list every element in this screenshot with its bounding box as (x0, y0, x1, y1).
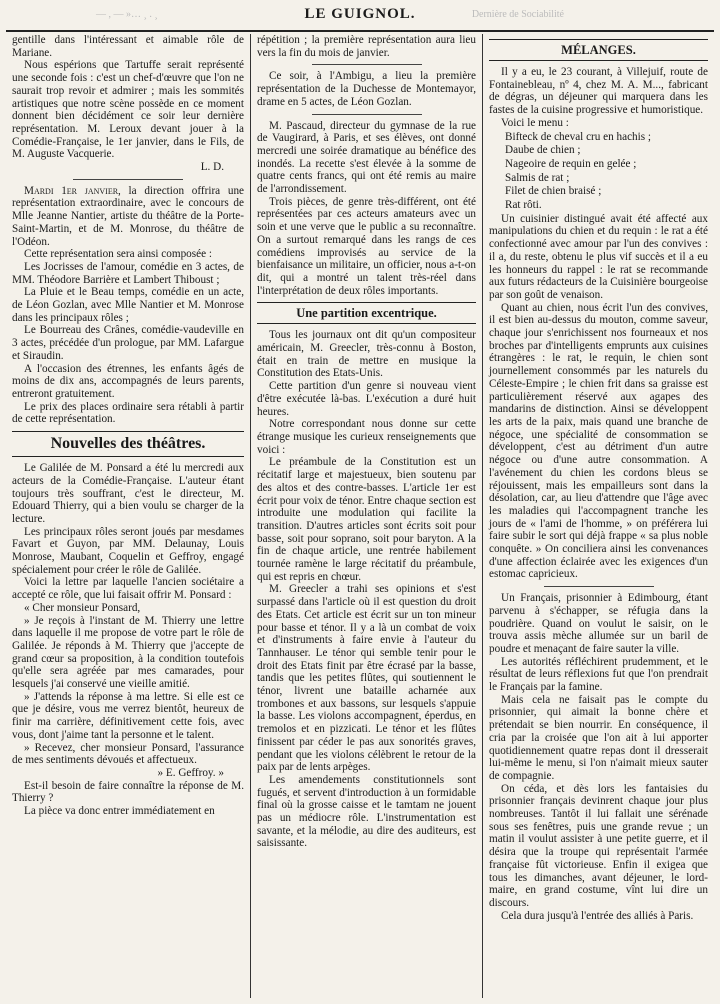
paragraph: Les Jocrisses de l'amour, comédie en 3 actes, de MM. Théodore Barrière et Lambert Thiboust ; (12, 260, 244, 286)
paragraph: Cela dura jusqu'à l'entrée des alliés à Paris. (501, 909, 694, 922)
paragraph: On céda, et dès lors les fantaisies du prisonnier français devinrent chaque jour plus nombreuses. Tantôt il lui fallait une sérénade sous ses fenêtres, puis une grande revue ; un matin il voulut assister à une petite guerre, et il désira que la troupe qui représentait l'armée française fût victorieuse. Enfin il exigea que tous les dimanches, avant déjeuner, le lord-maire, en grand costume, vînt lui dire un discours. (489, 782, 708, 909)
section-heading-melanges: MÉLANGES. (489, 39, 708, 61)
paragraph: Les autorités réfléchirent prudemment, et le résultat de leurs réflexions fut que l'on prendrait le Français par la famine. (489, 655, 708, 694)
paragraph: Les principaux rôles seront joués par mesdames Favart et Guyon, par MM. Delaunay, Louis Monrose, Maubant, Coquelin et Geffroy, engagé spécialement pour créer le rôle de Galilée. (12, 525, 244, 576)
paragraph: Un Français, prisonnier à Edimbourg, étant parvenu à s'échapper, se réfugia dans la poudrière. Quand on voulut le saisir, on le trouva assis mèche allumée sur un baril de poudre et menaçant de faire sauter la ville. (489, 592, 708, 655)
paragraph: Voici la lettre par laquelle l'ancien sociétaire a accepté ce rôle, que lui faisait offrir M. Ponsard : (12, 576, 244, 602)
masthead-left-ghost: — , — »… ¸ . ¸ (96, 9, 158, 20)
paragraph: Il y a eu, le 23 courant, à Villejuif, route de Fontainebleau, nº 4, chez M. A. M..., fabricant de dégras, un déjeuner qui marquera dans les fastes de la cuisine progressive et humoristique. (489, 66, 708, 117)
paragraph-text: la direction offrira une représentation extraordinaire, avec le concours de Mlle Jeanne Nantier, artiste du théâtre de la Porte-Saint-Martin, et de M. Monrose, du théâtre de l'Odéon. (12, 184, 244, 248)
paragraph: La Pluie et le Beau temps, comédie en un acte, de Léon Gozlan, avec Mlle Nantier et M. Monrose dans les principaux rôles ; (12, 286, 244, 324)
paragraph: Le préambule de la Constitution est un récitatif large et majestueux, bien soutenu par des altos et des contre-basses. L'article 1er est écrit pour voix de ténor. Entre chaque section est introduite une modulation qui facilite la transition. D'autres articles sont écrits soit pour basse, soit pour soprano, soit pour baryton. A la fin de chaque article, une rentrée habilement tournée ramène le large récitatif du préambule, qui est repris en chœur. (257, 456, 476, 583)
paragraph: Le prix des places ordinaire sera rétabli à partir de cette représentation. (12, 400, 244, 426)
section-heading-theatre-news: Nouvelles des théâtres. (12, 431, 244, 457)
paragraph: » Je reçois à l'instant de M. Thierry une lettre dans laquelle il me propose de votre part le rôle de Galilée. Je réponds à M. Thierry que j'accepte de grand cœur sa proposition, à la condition toutefois qu'elle sera agréée par mes camarades, pour lesquels j'ai conservé une vieille amitié. (12, 614, 244, 691)
paragraph: Le Bourreau des Crânes, comédie-vaudeville en 3 actes, précédée d'un prologue, par MM. Lafargue et Siraudin. (12, 324, 244, 362)
paragraph: Cette représentation sera ainsi composée : (24, 248, 212, 261)
paragraph: Quant au chien, nous écrit l'un des convives, il est bien au-dessus du mouton, comme saveur, chaque jour s'enrichissent nos fourneaux et nos broches par d'intelligents emprunts aux cuisines étrangères : le rat, le requin, le chien sont journellement consommés par les naturels du Céleste-Empire ; le chien frit dans sa graisse est particulièrement réservé aux agapes des mandarins de distinction. Ainsi se développent les arts de la paix, mais quand une branche de négoce, une spécialité de consommation se développent, c'est au détriment d'un autre négoce ou d'une autre consommation. A l'avénement du chien les cordons bleus se réjouissent, mais les empailleurs sont dans la désolation, car, au lieu d'attendre que l'âge avec les maladies qui l'accompagnent tranche les jours de « l'ami de l'homme, » on préférera lui faire subir le sort qui déjà frappe « sa plus noble conquête. » On conciliera ainsi les convenances d'une affection éclairée avec les exigences d'un estomac capricieux. (489, 301, 708, 581)
column-right (482, 34, 714, 998)
signature: L. D. (200, 161, 224, 174)
paragraph: répétition ; la première représentation aura lieu vers la fin du mois de janvier. (257, 34, 476, 59)
paragraph: « Cher monsieur Ponsard, (24, 601, 141, 614)
menu-item: Nageoire de requin en gelée ; (505, 157, 637, 170)
menu-item: Bifteck de cheval cru en hachis ; (505, 130, 651, 143)
paragraph: » J'attends la réponse à ma lettre. Si elle est ce que je désire, vous me verrez bientôt, heureux de finir ma carrière, définitivement cette fois, avec vous, dont j'aime tant la personne et le talent. (12, 690, 244, 741)
separator (312, 64, 422, 65)
paragraph: M. Greecler a trahi ses opinions et s'est surpassé dans l'article où il est question du droit des Etats. Cet article est écrit sur un ton mineur pour basse et ténor. Il y a là un combat de voix et d'instruments à faire envie à l'auteur du Tannhauser. Le ténor qui semble tenir pour le droit des Etats finit par être écrasé par la basse, tandis que les petites flûtes, qui soutiennent le ténor, livrent une bataille acharnée aux trombones et aux bassons, sur lesquels s'appuie la basse. Les violons accompagnent, éperdus, en tremolos et en pizzicati. Le ténor et les flûtes finissent par céder le pas aux sonorités graves, pendant que les violons célèbrent le retour de la paix par de lents arpèges. (257, 583, 476, 774)
date-label: Mardi 1er janvier, (24, 184, 121, 197)
column-middle (250, 34, 482, 998)
menu-item: Daube de chien ; (505, 144, 581, 157)
paragraph: Le Galilée de M. Ponsard a été lu mercredi aux acteurs de la Comédie-Française. L'auteur étant toujours très souffrant, c'est le directeur, M. Edouard Thierry, qui a bien voulu se charger de la lecture. (12, 462, 244, 525)
signature: » E. Geffroy. » (157, 766, 224, 779)
paragraph: Est-il besoin de faire connaître la réponse de M. Thierry ? (12, 779, 244, 805)
separator (544, 586, 654, 587)
paragraph: gentille dans l'intéressant et aimable rôle de Mariane. (12, 34, 244, 59)
paragraph: Mais cela ne faisait pas le compte du prisonnier, qui aimait la bonne chère et prétendait se bien nourrir. En conséquence, il cria par la croisée que l'on ait à lui apporter quotidiennement quatre repas dont il dresserait lui-même le menu, si l'on n'aimait mieux sauter de compagnie. (489, 693, 708, 782)
menu-item: Filet de chien braisé ; (505, 185, 602, 198)
masthead-title: LE GUIGNOL. (304, 6, 416, 22)
column-left (6, 34, 250, 998)
paragraph: La pièce va donc entrer immédiatement en (24, 805, 215, 818)
paragraph (12, 185, 244, 249)
paragraph: Les amendements constitutionnels sont fugués, et servent d'introduction à un formidable final où la grosse caisse et le tamtam ne jouent pas un médiocre rôle. L'instrumentation est savante, et la mélodie, au dire des auditeurs, est saisissante. (257, 773, 476, 850)
paragraph: » Recevez, cher monsieur Ponsard, l'assurance de mes sentiments dévoués et affectueux. (12, 741, 244, 767)
separator (312, 114, 422, 115)
columns (6, 34, 714, 998)
masthead-right-ghost: Dernière de Sociabilité (471, 9, 564, 20)
separator (73, 179, 183, 180)
menu-item: Rat rôti. (505, 199, 542, 212)
masthead (6, 0, 714, 32)
menu-item: Salmis de rat ; (505, 171, 570, 184)
paragraph: Un cuisinier distingué avait été affecté aux manipulations du chien et du requin : le rat a été confectionné avec amour par l'un des convives : il a, du reste, obtenu le plus vif succès et il a eu les honneurs du rappel : le rat se recommande aux futurs rédacteurs de la Cuisinière bourgeoise par son goût de venaison. (489, 212, 708, 301)
paragraph: A l'occasion des étrennes, les enfants âgés de moins de dix ans, accompagnés de leurs parents, entreront gratuitement. (12, 362, 244, 400)
paragraph: Cette partition d'un genre si nouveau vient d'être exécutée là-bas. L'exécution a duré huit heures. (257, 380, 476, 418)
paragraph: Tous les journaux ont dit qu'un compositeur américain, M. Greecler, très-connu à Boston, était en train de mettre en musique la Constitution des Etats-Unis. (257, 329, 476, 380)
paragraph: Ce soir, à l'Ambigu, a lieu la première représentation de la Duchesse de Montemayor, drame en 5 actes, de Léon Gozlan. (257, 70, 476, 108)
paragraph: Notre correspondant nous donne sur cette étrange musique les curieux renseignements que voici : (257, 418, 476, 456)
section-heading-partition: Une partition excentrique. (257, 302, 476, 324)
paragraph: Nous espérions que Tartuffe serait représenté une seconde fois : c'est un chef-d'œuvre que l'on ne saurait trop revoir et admirer ; mais les sommités artistiques que notre scène possède en ce moment donnent bien décidément ce soir leur dernière représentation. M. Leroux devant jouer à la Comédie-Française, le 1er janvier, dans le Fils, de M. Auguste Vacquerie. (12, 59, 244, 161)
paragraph: Voici le menu : (501, 116, 569, 129)
paragraph: Trois pièces, de genre très-différent, ont été représentées par ces acteurs amateurs avec un soin et une verve que le public a su reconnaître. On a surtout remarqué dans les rangs de ces comédiens improvisés au service de la bienfaisance un militaire, un officier, nous a-t-on dit, qui a montré un talent très-réel dans l'interprétation de deux rôles importants. (257, 195, 476, 297)
paragraph: M. Pascaud, directeur du gymnase de la rue de Vaugirard, à Paris, et ses élèves, ont donné mercredi une soirée dramatique au bénéfice des inondés. La recette s'est élevée à la somme de quatre cents francs, qui ont été remis au maire de l'arrondissement. (257, 119, 476, 196)
